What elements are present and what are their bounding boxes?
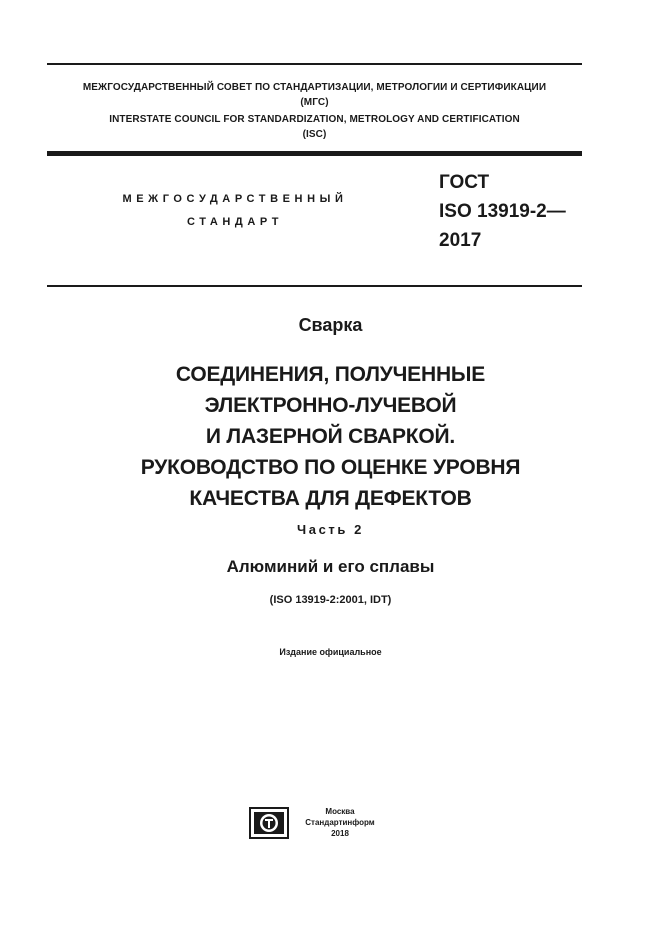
standard-type-label xyxy=(90,188,380,234)
document-part: Часть 2 xyxy=(297,522,364,537)
title-line: РУКОВОДСТВО ПО ОЦЕНКЕ УРОВНЯ xyxy=(140,456,521,479)
council-abbr-ru: (МГС) xyxy=(300,97,329,108)
standard-type-line2: СТАНДАРТ xyxy=(186,216,284,228)
council-name-ru: МЕЖГОСУДАРСТВЕННЫЙ СОВЕТ ПО СТАНДАРТИЗАЦИИ, МЕТРОЛОГИИ И СЕРТИФИКАЦИИ xyxy=(82,82,547,93)
top-rule xyxy=(47,63,582,65)
standartinform-logo-icon xyxy=(249,807,289,839)
gost-label: ГОСТ xyxy=(439,172,490,193)
council-header-en xyxy=(47,112,582,142)
council-abbr-en: (ISC) xyxy=(302,129,327,140)
council-name-en: INTERSTATE COUNCIL FOR STANDARDIZATION, METROLOGY AND CERTIFICATION xyxy=(109,114,520,125)
publisher-info xyxy=(296,806,384,839)
edition-note: Издание официальное xyxy=(279,647,382,657)
title-line: ЭЛЕКТРОННО-ЛУЧЕВОЙ xyxy=(204,394,457,417)
document-subtitle: Алюминий и его сплавы xyxy=(226,557,435,576)
title-line: И ЛАЗЕРНОЙ СВАРКОЙ. xyxy=(205,425,456,448)
gost-year: 2017 xyxy=(439,230,482,251)
iso-reference: (ISO 13919-2:2001, IDT) xyxy=(269,594,392,606)
standard-type-line1: МЕЖГОСУДАРСТВЕННЫЙ xyxy=(122,193,348,205)
title-line: СОЕДИНЕНИЯ, ПОЛУЧЕННЫЕ xyxy=(175,363,486,386)
council-divider-rule xyxy=(47,151,582,156)
document-subject: Сварка xyxy=(298,315,363,335)
council-header-ru xyxy=(47,80,582,110)
gost-number: ISO 13919-2— xyxy=(439,201,566,222)
publisher-name: Стандартинформ xyxy=(305,818,375,827)
publisher-year: 2018 xyxy=(331,829,349,838)
publisher-city: Москва xyxy=(325,807,355,816)
standard-designation xyxy=(439,168,566,255)
document-title xyxy=(0,359,661,514)
title-line: КАЧЕСТВА ДЛЯ ДЕФЕКТОВ xyxy=(189,487,472,510)
title-divider-rule xyxy=(47,285,582,287)
